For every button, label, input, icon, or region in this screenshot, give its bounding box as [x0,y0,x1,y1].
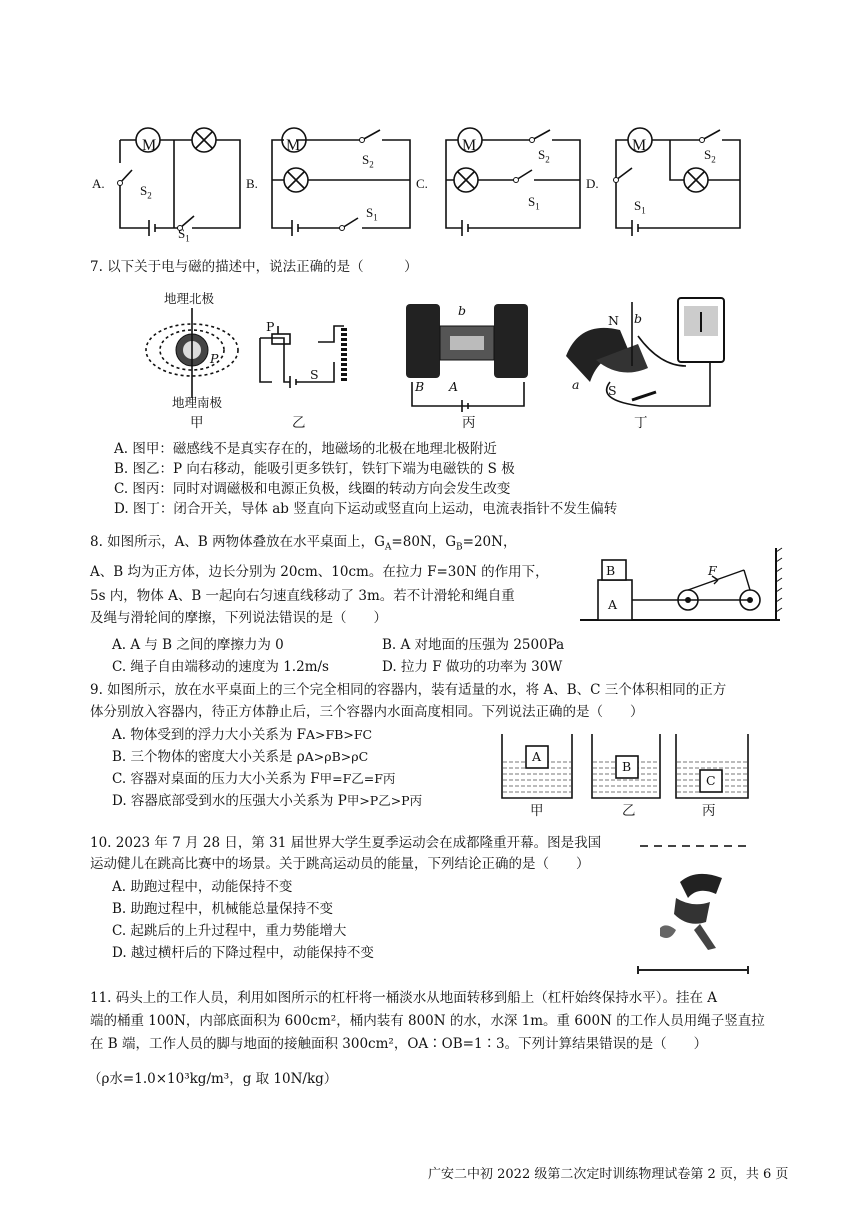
q11-line4: （ρ水=1.0×10³kg/m³，g 取 10N/kg） [88,1071,338,1087]
geo-north-label: 地理北极 [164,291,215,306]
q7-option-a: A. 图甲：磁感线不是真实存在的，地磁场的北极在地理北极附近 [114,441,497,457]
force-f-label: F [708,563,717,578]
q10-line1: 10. 2023 年 7 月 28 日，第 31 届世界大学生夏季运动会在成都隆重开幕。图是我国 [90,835,602,851]
slider-p-label: P [266,319,275,334]
q9-option-a: A. 物体受到的浮力大小关系为 FA>FB>FC [112,727,373,743]
q8-option-c: C. 绳子自由端移动的速度为 1.2m/s [112,659,329,675]
q10-option-b: B. 助跑过程中，机械能总量保持不变 [112,901,334,917]
q11-line3: 在 B 端，工作人员的脚与地面的接触面积 300cm²，OA∶OB=1∶3。下列计算结果错误的是（ ） [90,1036,708,1052]
s2-b: $S_2$ [362,152,374,170]
q9-option-b: B. 三个物体的密度大小关系是 ρA>ρB>ρC [112,749,369,765]
fig-ding-label: 丁 [634,415,648,431]
option-a-label: A. [92,176,105,191]
motor-b-label: b [458,303,467,318]
q9-option-d: D. 容器底部受到水的压强大小关系为 P甲>P乙>P丙 [112,793,423,809]
motor-c: M [462,137,477,154]
motor-d: M [632,137,647,154]
pole-n-label: N [608,313,619,328]
q11-line2: 端的桶重 100N，内部底面积为 600cm²，桶内装有 800N 的水，水深 1m。重 600N 的工作人员用绳子竖直拉 [90,1013,765,1029]
q8-line3: 5s 内，物体 A、B 一起向右匀速直线移动了 3m。若不计滑轮和绳自重 [90,588,515,604]
circuit-d [602,118,752,238]
fig-bing-label: 丙 [462,415,476,431]
q10-option-d: D. 越过横杆后的下降过程中，动能保持不变 [112,945,374,961]
q7-option-c: C. 图丙：同时对调磁极和电源正负极，线圈的转动方向会发生改变 [114,481,511,497]
s1-a: $S_1$ [178,226,190,244]
container-jia [502,734,572,798]
q10-line2: 运动健儿在跳高比赛中的场景。关于跳高运动员的能量，下列结论正确的是（ ） [90,856,590,872]
motor-b: M [286,137,301,154]
motor-B-label: B [415,379,425,394]
q8-line4: 及绳与滑轮间的摩擦，下列说法错误的是（ ） [90,610,387,626]
option-c-label: C. [416,176,428,191]
switch-s-label: S [310,367,319,382]
s2-d: $S_2$ [704,147,716,165]
page-footer: 广安二中初 2022 级第二次定时训练物理试卷第 2 页，共 6 页 [428,1167,789,1182]
block-b-label: B [606,563,616,578]
earth-figure [140,308,250,398]
q10-option-c: C. 起跳后的上升过程中，重力势能增大 [112,923,347,939]
conductor-b-label: b [634,311,643,326]
option-d-label: D. [586,176,599,191]
container-jia-label: 甲 [530,803,544,819]
cube-b-label: B [622,759,632,774]
motor-a: M [142,137,157,154]
block-a-label: A [608,597,618,612]
q7-option-b: B. 图乙：P 向右移动，能吸引更多铁钉，铁钉下端为电磁铁的 S 极 [114,461,515,477]
container-bing-label: 丙 [702,803,716,819]
induction-figure [560,296,730,411]
q9-line1: 9. 如图所示，放在水平桌面上的三个完全相同的容器内，装有适量的水，将 A、B、C 三个体积相同的正方 [90,682,727,698]
pole-s-label: S [608,383,617,398]
geo-south-label: 地理南极 [172,395,223,410]
high-jump-photo [636,838,756,978]
q8-option-b: B. A 对地面的压强为 2500Pa [382,637,565,653]
q8-line2: A、B 均为正方体，边长分别为 20cm、10cm。在拉力 F=30N 的作用下， [90,564,549,580]
q8-option-a: A. A 与 B 之间的摩擦力为 0 [112,637,284,653]
circuit-b [262,118,422,238]
q9-option-c: C. 容器对桌面的压力大小关系为 F甲=F乙=F丙 [112,771,396,787]
circuit-a [110,118,250,238]
q8-line1: 8. 如图所示，A、B 两物体叠放在水平桌面上，$G_A=80N$，$G_B=20N$， [90,534,517,553]
pb-label: P [210,351,219,366]
conductor-a-label: a [572,377,580,392]
q10-option-a: A. 助跑过程中，动能保持不变 [112,879,293,895]
q8-option-d: D. 拉力 F 做功的功率为 30W [382,659,563,675]
s2-c: $S_2$ [538,147,550,165]
s1-d: $S_1$ [634,198,646,216]
option-b-label: B. [246,176,258,191]
q8-pulley-figure [580,548,780,628]
s2-a: $S_2$ [140,183,152,201]
cube-c-label: C [706,773,716,788]
fig-jia-label: 甲 [190,415,204,431]
container-yi-label: 乙 [622,803,636,819]
circuit-c [432,118,592,238]
q11-line1: 11. 码头上的工作人员，利用如图所示的杠杆将一桶淡水从地面转移到船上（杠杆始终保持水平）。挂在 A [90,990,718,1006]
q7-option-d: D. 图丁：闭合开关，导体 ab 竖直向下运动或竖直向上运动，电流表指针不发生偏转 [114,501,618,517]
fig-yi-label: 乙 [292,415,306,431]
q9-line2: 体分别放入容器内，待正方体静止后，三个容器内水面高度相同。下列说法正确的是（ ） [90,704,644,720]
cube-a-label: A [532,749,542,764]
q7-stem: 7. 以下关于电与磁的描述中，说法正确的是（ ） [90,259,418,275]
motor-A-label: A [449,379,459,394]
s1-c: $S_1$ [528,194,540,212]
s1-b: $S_1$ [366,205,378,223]
